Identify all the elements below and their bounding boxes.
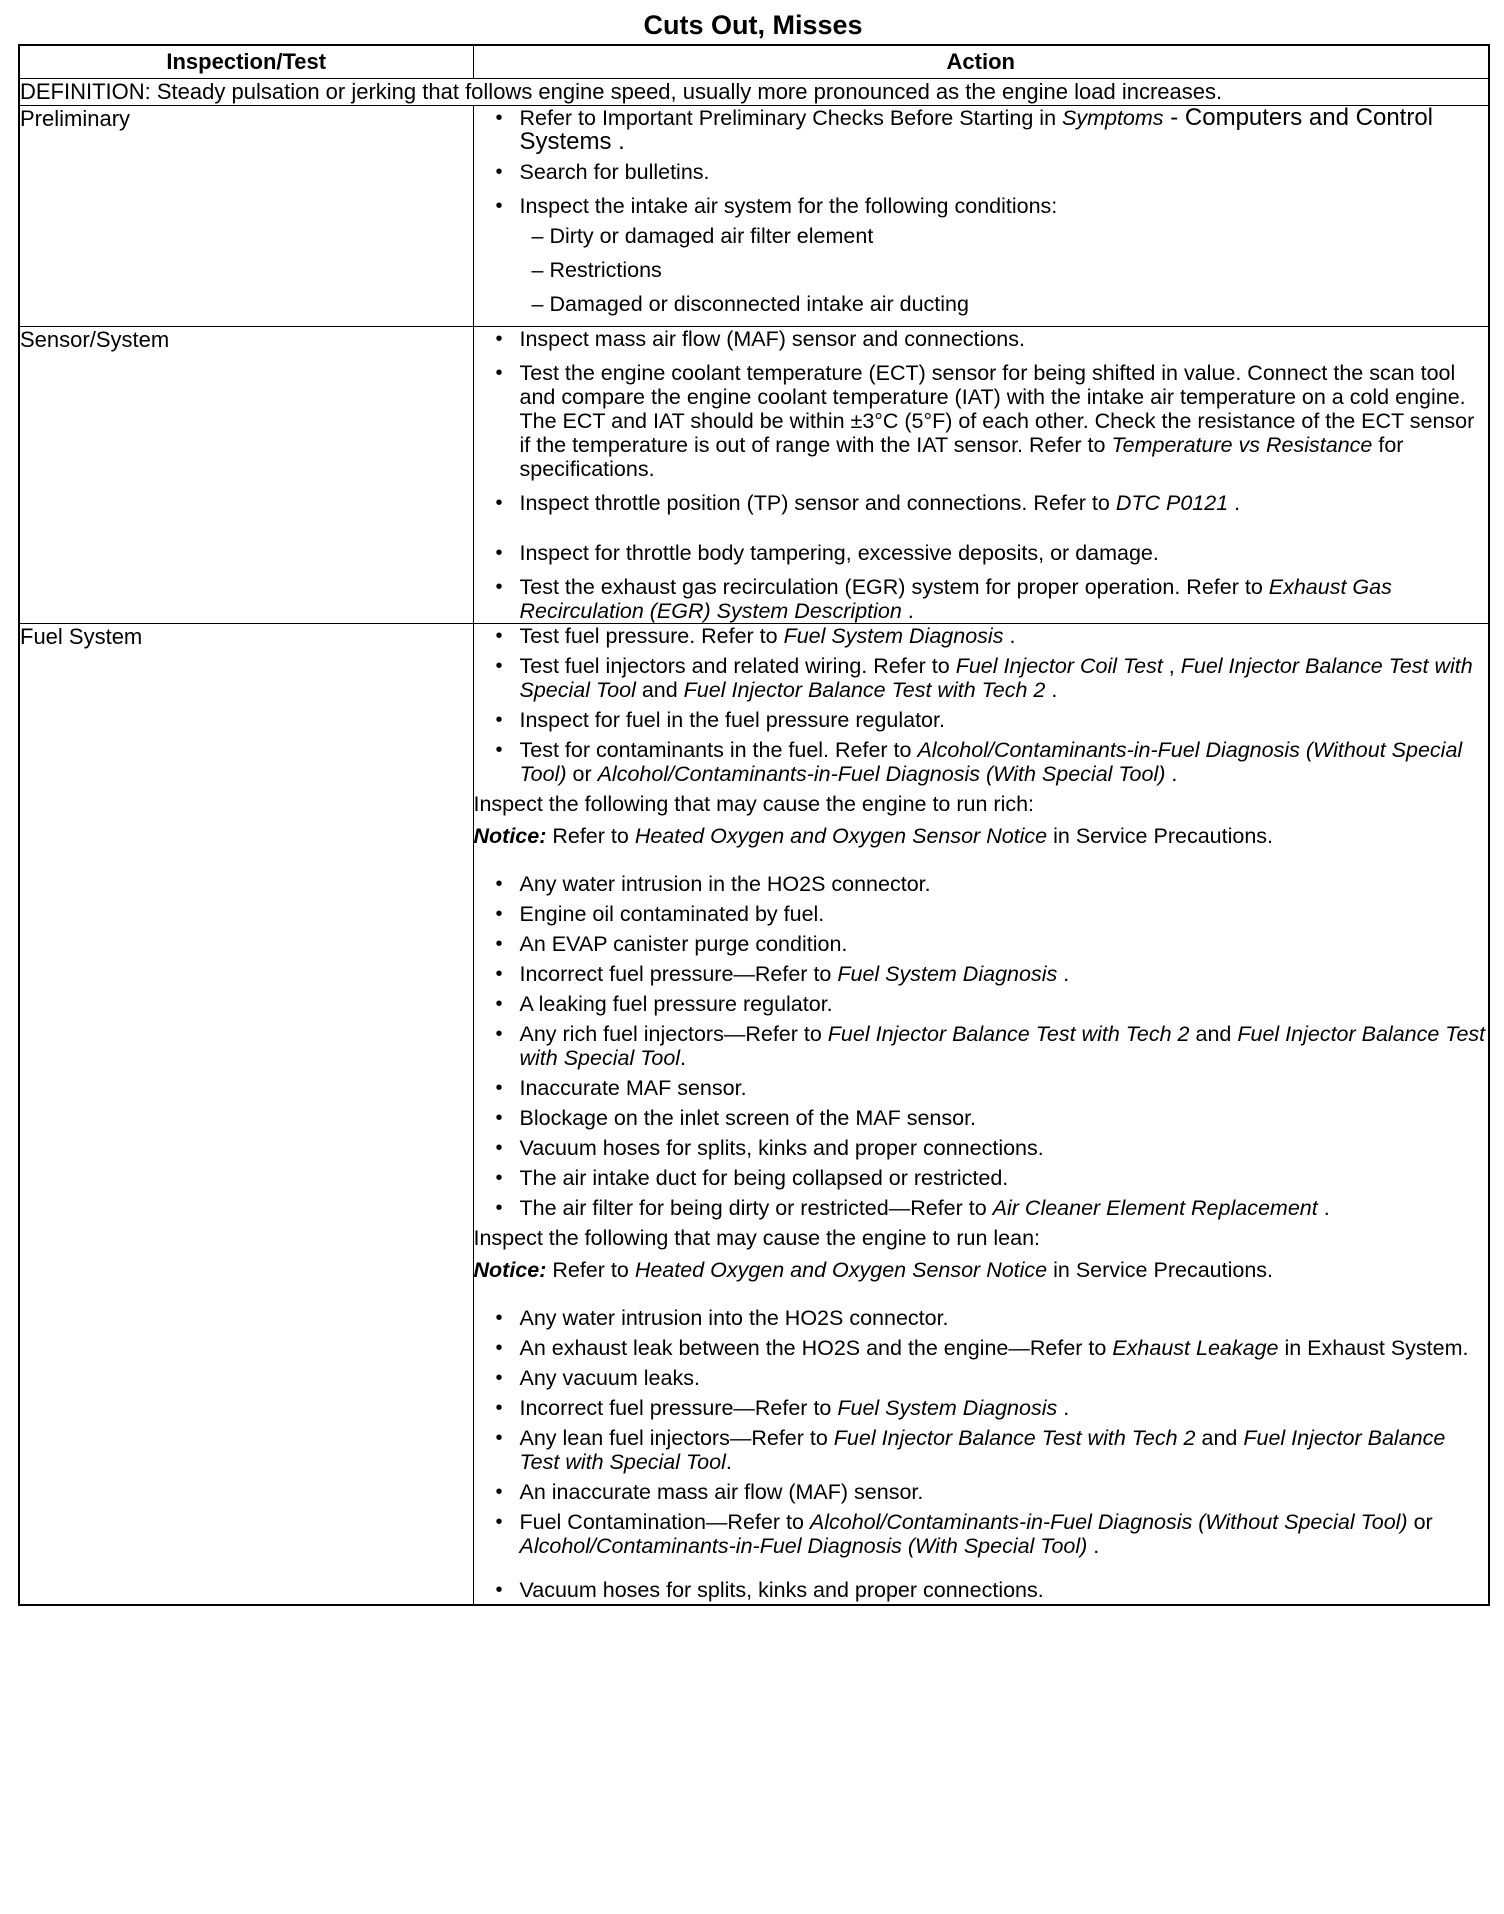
list-item: • Test fuel pressure. Refer to Fuel System Diagnosis . [474, 624, 1489, 648]
list-item: • Blockage on the inlet screen of the MAF sensor. [474, 1106, 1489, 1130]
list-item: • Any lean fuel injectors—Refer to Fuel Injector Balance Test with Tech 2 and Fuel Injector Balance Test with Special Tool. [474, 1426, 1489, 1474]
list-item: • Incorrect fuel pressure—Refer to Fuel System Diagnosis . [474, 1396, 1489, 1420]
list-item: • Inspect mass air flow (MAF) sensor and connections. [474, 327, 1489, 351]
sub-list [520, 224, 1489, 316]
sub-list-item: – Damaged or disconnected intake air ducting [531, 292, 969, 316]
list-item: • Any water intrusion in the HO2S connector. [474, 872, 1489, 896]
list-item: • Inspect throttle position (TP) sensor and connections. Refer to DTC P0121 . [474, 491, 1489, 515]
list-item: • Inspect for throttle body tampering, excessive deposits, or damage. [474, 541, 1489, 565]
list-item: • The air intake duct for being collapsed or restricted. [474, 1166, 1489, 1190]
list-item: • An exhaust leak between the HO2S and the engine—Refer to Exhaust Leakage in Exhaust System. [474, 1336, 1489, 1360]
lean-intro: Inspect the following that may cause the engine to run lean: [473, 1226, 1041, 1250]
action-cell-sensor-system [473, 327, 1489, 624]
definition-text: DEFINITION: Steady pulsation or jerking that follows engine speed, usually more pronounced as the engine load increases. [19, 79, 1489, 106]
sub-list-item: – Dirty or damaged air filter element [531, 224, 874, 248]
list-item: • Inspect the intake air system for the following conditions: – Dirty or damaged air filter element – Restrictions – Damaged or disconnected intake air ducting [474, 194, 1489, 316]
list-item: • Inaccurate MAF sensor. [474, 1076, 1489, 1100]
notice-rich: Notice: Refer to Heated Oxygen and Oxygen Sensor Notice in Service Precautions. [473, 824, 1273, 848]
list-item: • Test the exhaust gas recirculation (EGR) system for proper operation. Refer to Exhaust Gas Recirculation (EGR) System Description . [474, 575, 1489, 623]
list-item: • Any rich fuel injectors—Refer to Fuel Injector Balance Test with Tech 2 and Fuel Injector Balance Test with Special Tool. [474, 1022, 1489, 1070]
document [18, 0, 1488, 1606]
list-item: • An inaccurate mass air flow (MAF) sensor. [474, 1480, 1489, 1504]
list-item: • Test fuel injectors and related wiring. Refer to Fuel Injector Coil Test , Fuel Injector Balance Test with Special Tool and Fuel Injector Balance Test with Tech 2 . [474, 654, 1489, 702]
diagnostic-table [18, 44, 1490, 1606]
list-item: • A leaking fuel pressure regulator. [474, 992, 1489, 1016]
header-inspection-test: Inspection/Test [19, 45, 473, 79]
table-row [19, 624, 1489, 1606]
list-item: • Fuel Contamination—Refer to Alcohol/Contaminants-in-Fuel Diagnosis (Without Special Tool) or Alcohol/Contaminants-in-Fuel Diagnosis (With Special Tool) . [474, 1510, 1489, 1558]
action-cell-fuel-system [473, 624, 1489, 1606]
list-item: • Refer to Important Preliminary Checks Before Starting in Symptoms - Computers and Control Systems . [474, 106, 1489, 154]
list-item: • Test for contaminants in the fuel. Refer to Alcohol/Contaminants-in-Fuel Diagnosis (Without Special Tool) or Alcohol/Contaminants-in-Fuel Diagnosis (With Special Tool) . [474, 738, 1489, 786]
list-item: • An EVAP canister purge condition. [474, 932, 1489, 956]
row-label-fuel-system: Fuel System [19, 624, 473, 1606]
list-item: • Vacuum hoses for splits, kinks and proper connections. [474, 1578, 1489, 1602]
list-item: • Vacuum hoses for splits, kinks and proper connections. [474, 1136, 1489, 1160]
table-row [19, 106, 1489, 327]
header-action: Action [473, 45, 1489, 79]
list-item: • Test the engine coolant temperature (ECT) sensor for being shifted in value. Connect the scan tool and compare the engine coolant temperature (IAT) with the intake air temperature on a cold engine. The ECT and IAT should be within ±3°C (5°F) of each other. Check the resistance of the ECT sensor if the temperature is out of range with the IAT sensor. Refer to Temperature vs Resistance for specifications. [474, 361, 1489, 481]
header-row [19, 45, 1489, 79]
list-item: • The air filter for being dirty or restricted—Refer to Air Cleaner Element Replacement . [474, 1196, 1489, 1220]
notice-lean: Notice: Refer to Heated Oxygen and Oxygen Sensor Notice in Service Precautions. [473, 1258, 1273, 1282]
page-title: Cuts Out, Misses [643, 10, 863, 40]
list-item: • Incorrect fuel pressure—Refer to Fuel System Diagnosis . [474, 962, 1489, 986]
row-label-preliminary: Preliminary [19, 106, 473, 327]
list-item: • Engine oil contaminated by fuel. [474, 902, 1489, 926]
list-item: • Search for bulletins. [474, 160, 1489, 184]
rich-intro: Inspect the following that may cause the engine to run rich: [473, 792, 1035, 816]
sub-list-item: – Restrictions [531, 258, 662, 282]
list-item: • Any water intrusion into the HO2S connector. [474, 1306, 1489, 1330]
action-cell-preliminary [473, 106, 1489, 327]
definition-row [19, 79, 1489, 106]
table-row [19, 327, 1489, 624]
list-item: • Inspect for fuel in the fuel pressure regulator. [474, 708, 1489, 732]
list-item: • Any vacuum leaks. [474, 1366, 1489, 1390]
row-label-sensor-system: Sensor/System [19, 327, 473, 624]
